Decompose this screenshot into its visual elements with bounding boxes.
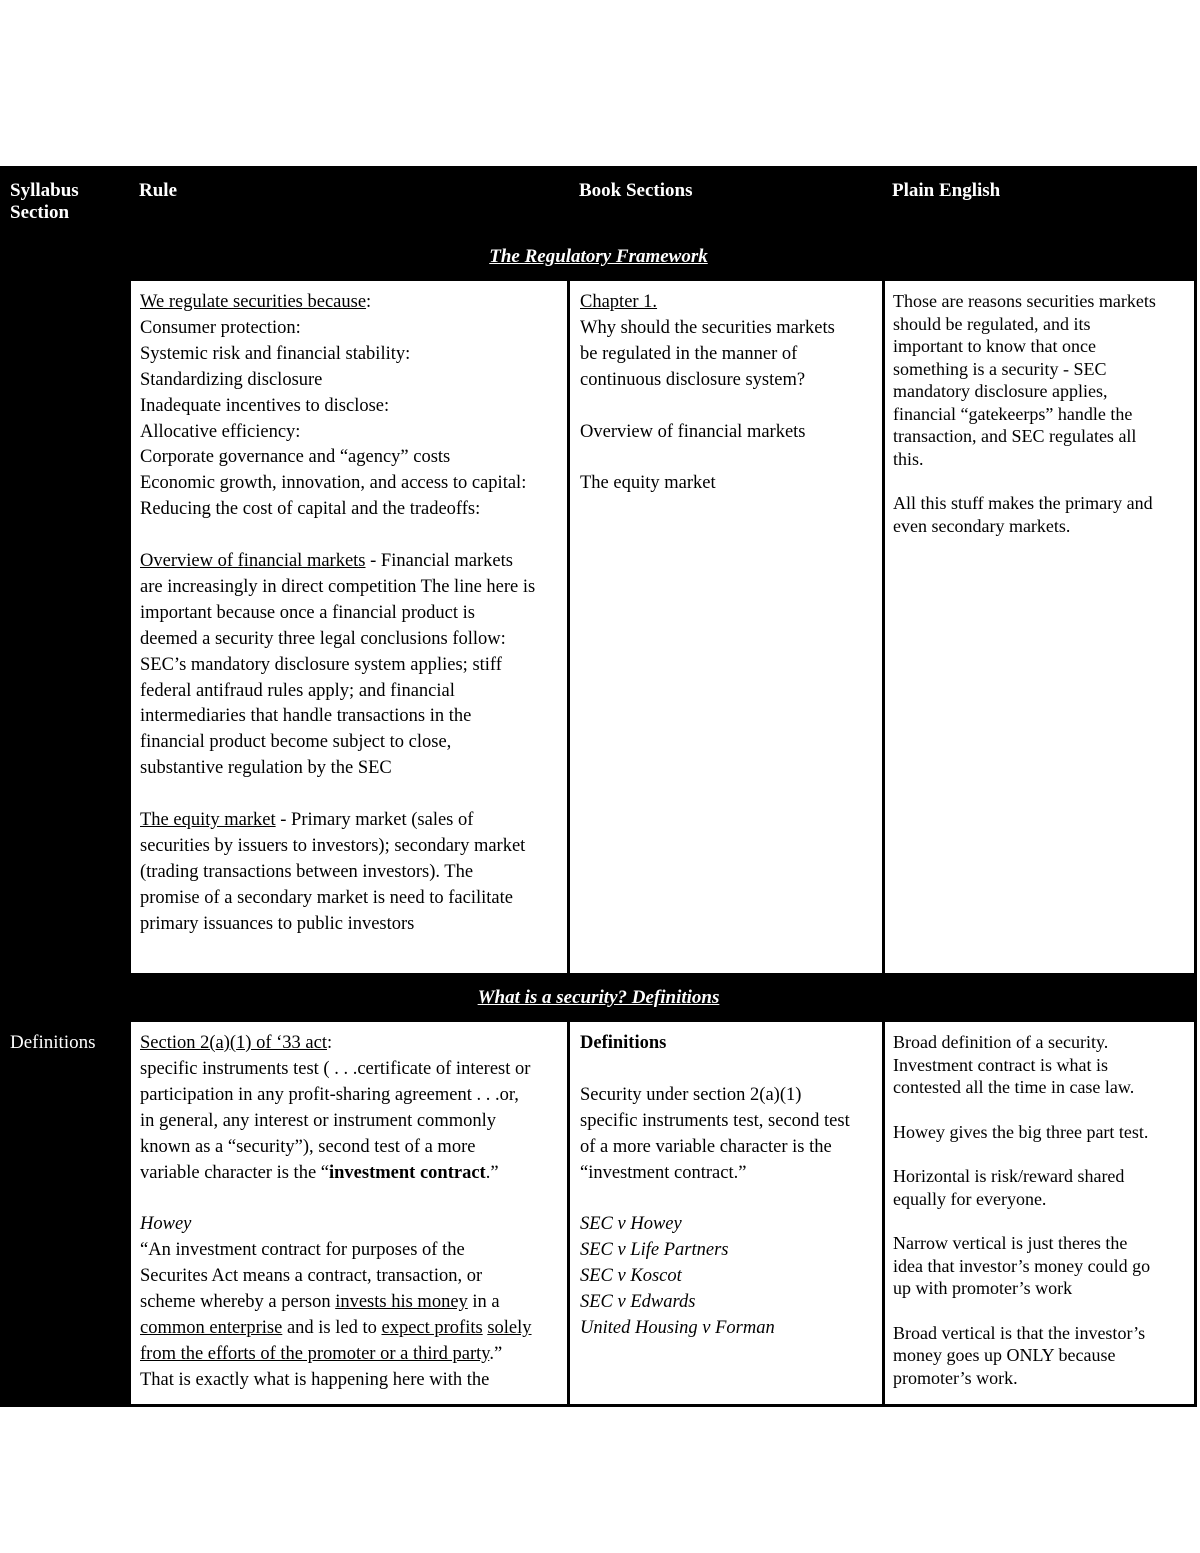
row2-rule-quote-line: from the efforts of the promoter or a third party.” [140,1343,503,1364]
row1-book-equity: The equity market [580,473,716,494]
row1-plain-line: important to know that once [893,336,1096,356]
row2-rule-quote-line: Securites Act means a contract, transaction, or [140,1266,483,1287]
row2-book-case: United Housing v Forman [580,1317,775,1338]
row2-rule-cell [131,1022,567,1404]
row2-rule-line: in general, any interest or instrument commonly [140,1110,497,1131]
header-syllabus-section [10,180,79,224]
row2-plain-line: Broad vertical is that the investor’s [893,1322,1146,1343]
row1-rule-overview-line: federal antifraud rules apply; and financial [140,680,455,701]
row2-book-line: specific instruments test, second test [580,1110,850,1131]
row2-book-line: “investment contract.” [580,1162,747,1183]
row1-rule-overview-line: are increasingly in direct competition The line here is [140,576,536,597]
row1-plain-line: financial “gatekeerps” handle the [893,403,1133,424]
row2-rule-quote-line: common enterprise and is led to expect profits solely [140,1317,532,1338]
row2-book-line: Security under section 2(a)(1) [580,1084,802,1105]
header-syllabus-line2: Section [10,202,70,223]
row1-rule-equity-line: (trading transactions between investors). The [140,861,474,882]
row2-rule-line: known as a “security”), second test of a more [140,1136,476,1157]
row1-plain-line: should be regulated, and its [893,313,1091,334]
row1-rule-overview-line: Overview of financial markets - Financial markets [140,551,513,572]
row1-rule-list-item: Systemic risk and financial stability: [140,343,411,364]
row2-syllabus-section: Definitions [10,1032,96,1053]
row1-plain-cell [885,281,1194,973]
row1-book-cell [570,281,882,973]
row1-plain-line: even secondary markets. [893,515,1071,536]
row1-rule-equity-line: promise of a secondary market is need to facilitate [140,887,513,908]
row1-rule-overview-line: SEC’s mandatory disclosure system applies; stiff [140,654,502,675]
row1-plain-line: All this stuff makes the primary and [893,493,1153,513]
header-syllabus-line1: Syllabus [10,180,79,201]
row2-rule-quote-line: scheme whereby a person invests his money in a [140,1292,500,1313]
row1-rule-overview-line: intermediaries that handle transactions in the [140,706,472,727]
row1-rule-list-item: Reducing the cost of capital and the tradeoffs: [140,499,481,520]
row2-plain-line: Howey gives the big three part test. [893,1121,1149,1142]
row2-book-case: SEC v Koscot [580,1266,682,1287]
row1-plain-line: this. [893,448,924,469]
row1-rule-overview-line: substantive regulation by the SEC [140,758,392,779]
row2-rule-heading: Section 2(a)(1) of ‘33 act: [140,1033,333,1053]
row1-book-line: be regulated in the manner of [580,343,798,364]
row2-book-case: SEC v Howey [580,1214,682,1235]
outline-table [0,166,1197,1407]
row1-plain-line: mandatory disclosure applies, [893,381,1108,401]
row1-plain-line: Those are reasons securities markets [893,291,1156,311]
row2-plain-line: promoter’s work. [893,1367,1018,1388]
row2-plain-line: Investment contract is what is [893,1054,1108,1075]
row1-book-line: Why should the securities markets [580,317,835,338]
row1-plain-line: transaction, and SEC regulates all [893,426,1137,446]
row2-plain-line: idea that investor’s money could go [893,1255,1151,1276]
row1-rule-overview-line: important because once a financial product is [140,602,475,623]
row1-rule-overview-line: financial product become subject to close, [140,732,452,753]
row2-plain-line: Broad definition of a security. [893,1032,1109,1052]
row1-rule-cell [131,281,567,973]
row2-rule-line: participation in any profit-sharing agreement . . .or, [140,1084,519,1105]
row1-rule-equity-line: The equity market - Primary market (sales of [140,810,474,831]
overview-title: Overview of financial markets [140,551,366,572]
row2-rule-line: variable character is the “investment contract.” [140,1162,499,1183]
row2-plain-line: up with promoter’s work [893,1278,1073,1298]
row2-plain-line: Narrow vertical is just theres the [893,1233,1128,1253]
header-book-sections: Book Sections [579,180,693,201]
row1-rule-list-item: Consumer protection: [140,317,301,338]
row2-plain-cell [885,1022,1194,1404]
row2-book-cell [570,1022,882,1404]
row1-rule-list-item: Inadequate incentives to disclose: [140,395,390,416]
row2-rule-line: That is exactly what is happening here with the [140,1369,490,1390]
header-plain-english: Plain English [892,180,1001,201]
row1-rule-equity-line: primary issuances to public investors [140,913,415,934]
row1-rule-heading: We regulate securities because: [140,292,372,312]
row2-rule-quote-line: “An investment contract for purposes of the [140,1240,465,1261]
header-rule: Rule [139,180,177,201]
investment-contract-term: investment contract [329,1162,486,1183]
row1-book-overview: Overview of financial markets [580,421,806,442]
equity-title: The equity market [140,810,276,831]
row1-rule-overview-line: deemed a security three legal conclusions follow: [140,628,506,649]
row2-book-heading: Definitions [580,1033,667,1053]
row1-rule-list-item: Allocative efficiency: [140,421,301,442]
row1-book-chapter: Chapter 1. [580,292,658,312]
row2-book-case: SEC v Edwards [580,1292,696,1313]
row1-rule-list-item: Standardizing disclosure [140,369,323,390]
row2-book-line: of a more variable character is the [580,1136,832,1157]
row1-rule-list-item: Corporate governance and “agency” costs [140,447,451,468]
section-title-regulatory-framework: The Regulatory Framework [489,246,708,267]
row2-rule-howey: Howey [140,1214,192,1235]
row2-plain-line: Horizontal is risk/reward shared [893,1166,1125,1186]
row1-book-line: continuous disclosure system? [580,369,806,390]
row2-rule-line: specific instruments test ( . . .certificate of interest or [140,1058,531,1079]
section-title-what-is-a-security: What is a security? Definitions [477,987,720,1008]
row1-plain-line: something is a security - SEC [893,358,1107,379]
row2-plain-line: contested all the time in case law. [893,1077,1135,1097]
row2-plain-line: equally for everyone. [893,1188,1047,1209]
row2-book-case: SEC v Life Partners [580,1240,729,1261]
row1-rule-list-item: Economic growth, innovation, and access to capital: [140,473,527,494]
row1-rule-equity-line: securities by issuers to investors); secondary market [140,836,526,856]
row2-plain-line: money goes up ONLY because [893,1345,1116,1365]
